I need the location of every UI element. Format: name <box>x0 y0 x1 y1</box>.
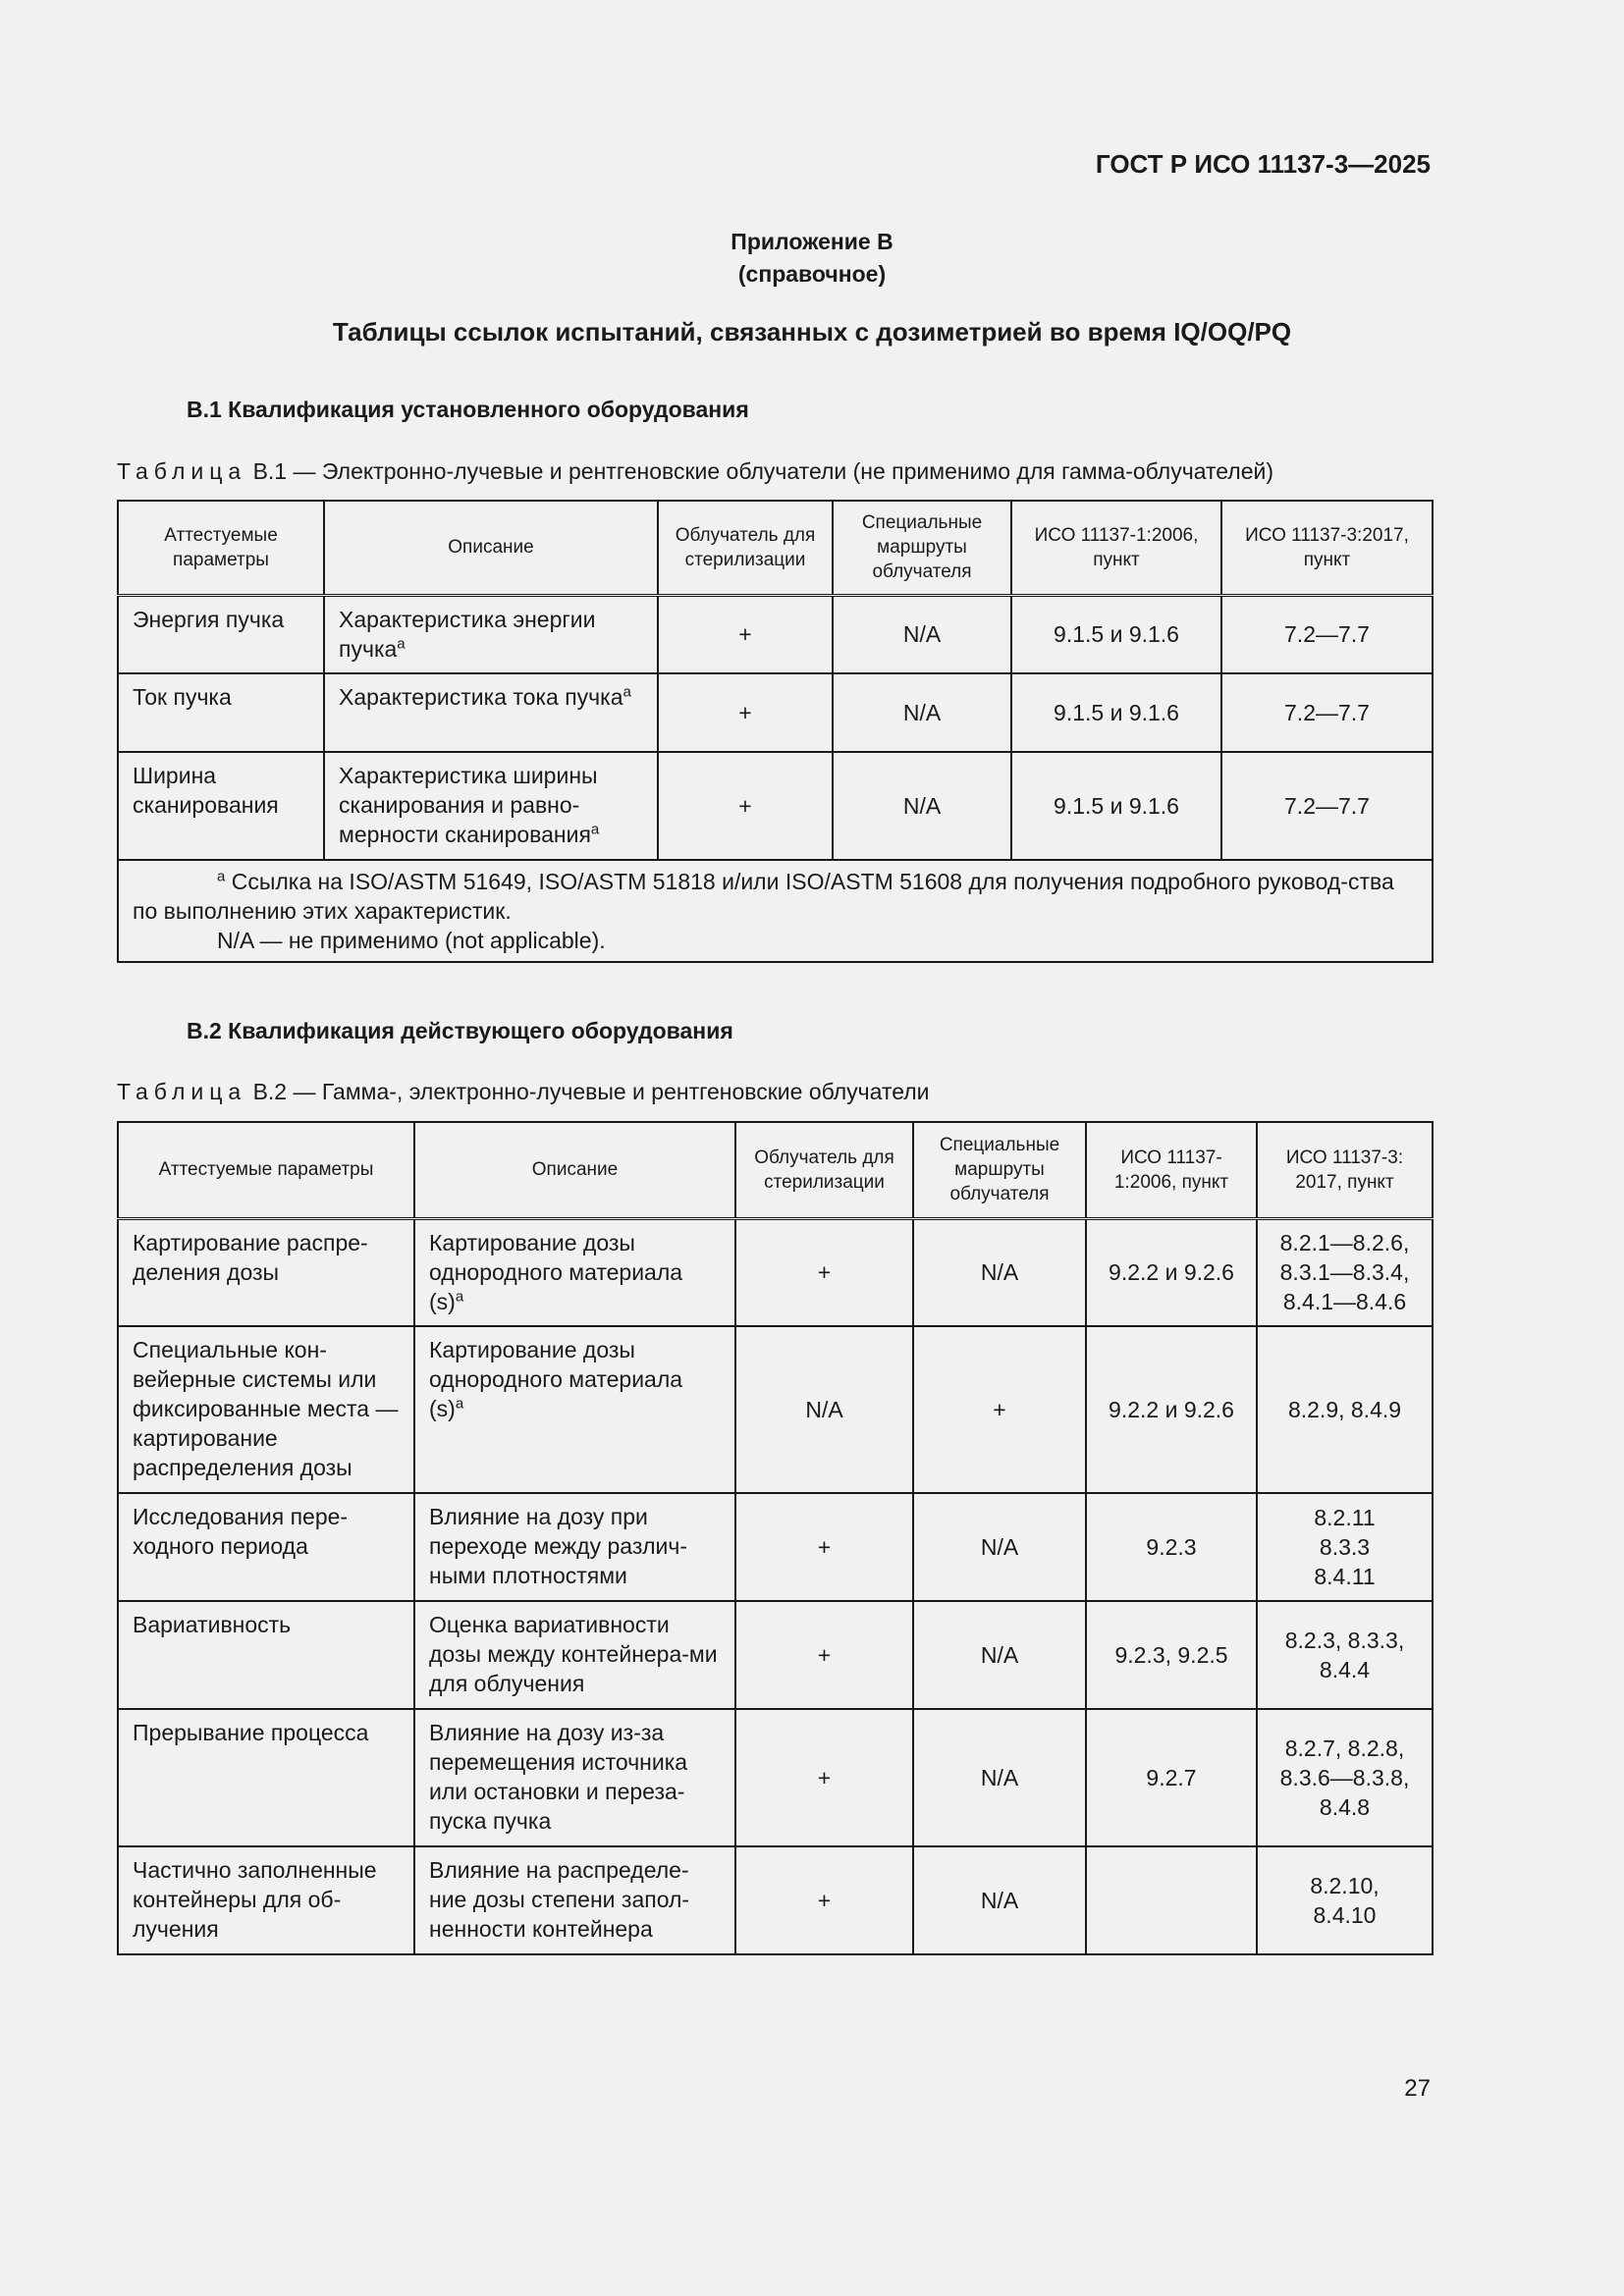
sterilization-cell: + <box>735 1218 913 1326</box>
special-routes-cell: N/A <box>913 1709 1086 1846</box>
description-text: Влияние на дозу из-за перемещения источника или остановки и переза-пуска пучка <box>429 1720 688 1834</box>
sterilization-cell: + <box>735 1709 913 1846</box>
iso1-cell <box>1086 1846 1257 1954</box>
special-routes-cell: N/A <box>833 673 1011 752</box>
footnote-mark: a <box>217 868 226 885</box>
iso1-cell: 9.2.7 <box>1086 1709 1257 1846</box>
description-cell <box>414 1326 735 1493</box>
description-text: Влияние на дозу при переходе между различ-ными плотностями <box>429 1504 688 1588</box>
description-text: Характеристика ширины сканирования и равно-мерности сканирования <box>339 763 598 847</box>
column-header: Специальные маршруты облучателя <box>913 1122 1086 1218</box>
table-row <box>118 1709 1433 1846</box>
column-header: Описание <box>324 501 658 595</box>
table-b1-caption <box>117 458 1273 485</box>
footnote-mark: a <box>397 634 406 652</box>
description-text: Влияние на распределе-ние дозы степени запол-ненности контейнера <box>429 1857 690 1942</box>
sterilization-cell: + <box>658 595 833 673</box>
special-routes-cell: N/A <box>913 1218 1086 1326</box>
column-header: ИСО 11137-1:2006, пункт <box>1086 1122 1257 1218</box>
sterilization-cell: + <box>658 673 833 752</box>
page-number: 27 <box>1404 2075 1431 2102</box>
description-cell <box>414 1846 735 1954</box>
footnote <box>133 867 1418 926</box>
param-cell: Энергия пучка <box>118 595 324 673</box>
iso3-cell: 8.2.1—8.2.6, 8.3.1—8.3.4, 8.4.1—8.4.6 <box>1257 1218 1433 1326</box>
section-b1-heading: B.1 Квалификация установленного оборудования <box>187 397 749 422</box>
footnote-mark: a <box>455 1287 464 1305</box>
description-text: Характеристика энергии пучка <box>339 606 596 662</box>
table-header-row <box>118 501 1433 595</box>
caption-text: B.2 — Гамма-, электронно-лучевые и рентгеновские облучатели <box>252 1079 930 1104</box>
column-header: Специальные маршруты облучателя <box>833 501 1011 595</box>
column-header: ИСО 11137-3: 2017, пункт <box>1257 1122 1433 1218</box>
sterilization-cell: N/A <box>735 1326 913 1493</box>
iso3-cell: 8.2.3, 8.3.3, 8.4.4 <box>1257 1601 1433 1709</box>
section-b2-heading: B.2 Квалификация действующего оборудования <box>187 1018 733 1043</box>
sterilization-cell: + <box>735 1601 913 1709</box>
iso3-cell: 8.2.10, 8.4.10 <box>1257 1846 1433 1954</box>
param-cell: Ток пучка <box>118 673 324 752</box>
table-row <box>118 673 1433 752</box>
table-row <box>118 595 1433 673</box>
description-cell <box>414 1493 735 1601</box>
param-cell: Прерывание процесса <box>118 1709 414 1846</box>
iso1-cell: 9.1.5 и 9.1.6 <box>1011 595 1221 673</box>
table-b2 <box>117 1121 1434 1955</box>
special-routes-cell: + <box>913 1326 1086 1493</box>
iso3-cell: 8.2.7, 8.2.8, 8.3.6—8.3.8, 8.4.8 <box>1257 1709 1433 1846</box>
table-notes <box>118 860 1433 962</box>
iso3-cell: 7.2—7.7 <box>1221 673 1433 752</box>
table-row <box>118 752 1433 860</box>
param-cell: Исследования пере-ходного периода <box>118 1493 414 1601</box>
iso1-cell: 9.2.3, 9.2.5 <box>1086 1601 1257 1709</box>
column-header: Облучатель для стерилизации <box>658 501 833 595</box>
special-routes-cell: N/A <box>913 1601 1086 1709</box>
special-routes-cell: N/A <box>833 595 1011 673</box>
description-cell <box>324 595 658 673</box>
column-header: ИСО 11137-3:2017, пункт <box>1221 501 1433 595</box>
description-text: Картирование дозы однородного материала (s) <box>429 1337 683 1421</box>
param-cell: Картирование распре-деления дозы <box>118 1218 414 1326</box>
sterilization-cell: + <box>735 1493 913 1601</box>
appendix-heading: Таблицы ссылок испытаний, связанных с дозиметрией во время IQ/OQ/PQ <box>332 317 1292 347</box>
table-row <box>118 1601 1433 1709</box>
column-header: Аттестуемые параметры <box>118 1122 414 1218</box>
footnote-mark: a <box>590 821 600 838</box>
footnote-text: Ссылка на ISO/ASTM 51649, ISO/ASTM 51818 и/или ISO/ASTM 51608 для получения подробного руковод-ства по выполнению этих характеристик. <box>133 869 1394 924</box>
column-header: Аттестуемые параметры <box>118 501 324 595</box>
param-cell: Частично заполненные контейнеры для об-лучения <box>118 1846 414 1954</box>
iso1-cell: 9.1.5 и 9.1.6 <box>1011 673 1221 752</box>
footnote-mark: a <box>455 1395 464 1413</box>
footnote-mark: a <box>623 683 631 701</box>
table-row <box>118 1326 1433 1493</box>
special-routes-cell: N/A <box>913 1846 1086 1954</box>
appendix-subtitle: (справочное) <box>737 261 887 287</box>
column-header: ИСО 11137-1:2006, пункт <box>1011 501 1221 595</box>
table-notes-row <box>118 860 1433 962</box>
column-header: Облучатель для стерилизации <box>735 1122 913 1218</box>
description-cell <box>414 1709 735 1846</box>
table-row <box>118 1493 1433 1601</box>
sterilization-cell: + <box>735 1846 913 1954</box>
sterilization-cell: + <box>658 752 833 860</box>
description-cell <box>414 1601 735 1709</box>
description-cell <box>324 673 658 752</box>
appendix-title: Приложение B <box>731 229 893 254</box>
param-cell: Вариативность <box>118 1601 414 1709</box>
caption-prefix: Таблица <box>117 1079 247 1104</box>
iso3-cell: 8.2.11 8.3.3 8.4.11 <box>1257 1493 1433 1601</box>
iso1-cell: 9.2.2 и 9.2.6 <box>1086 1218 1257 1326</box>
iso3-cell: 7.2—7.7 <box>1221 595 1433 673</box>
special-routes-cell: N/A <box>913 1493 1086 1601</box>
column-header: Описание <box>414 1122 735 1218</box>
table-row <box>118 1846 1433 1954</box>
iso1-cell: 9.2.2 и 9.2.6 <box>1086 1326 1257 1493</box>
table-b2-caption <box>117 1079 930 1105</box>
description-text: Характеристика тока пучка <box>339 684 623 710</box>
description-text: Картирование дозы однородного материала (s) <box>429 1229 683 1314</box>
iso3-cell: 7.2—7.7 <box>1221 752 1433 860</box>
special-routes-cell: N/A <box>833 752 1011 860</box>
description-text: Оценка вариативности дозы между контейнера-ми для облучения <box>429 1612 718 1696</box>
caption-prefix: Таблица <box>117 458 247 484</box>
iso1-cell: 9.2.3 <box>1086 1493 1257 1601</box>
description-cell <box>324 752 658 860</box>
iso1-cell: 9.1.5 и 9.1.6 <box>1011 752 1221 860</box>
table-header-row <box>118 1122 1433 1218</box>
table-b1 <box>117 500 1434 963</box>
na-note: N/A — не применимо (not applicable). <box>217 928 606 953</box>
document-code: ГОСТ Р ИСО 11137-3—2025 <box>1095 149 1431 179</box>
caption-text: B.1 — Электронно-лучевые и рентгеновские облучатели (не применимо для гамма-облучателей) <box>252 458 1274 484</box>
param-cell: Ширина сканирования <box>118 752 324 860</box>
description-cell <box>414 1218 735 1326</box>
param-cell: Специальные кон-вейерные системы или фиксированные места — картирование распределения дозы <box>118 1326 414 1493</box>
iso3-cell: 8.2.9, 8.4.9 <box>1257 1326 1433 1493</box>
table-row <box>118 1218 1433 1326</box>
